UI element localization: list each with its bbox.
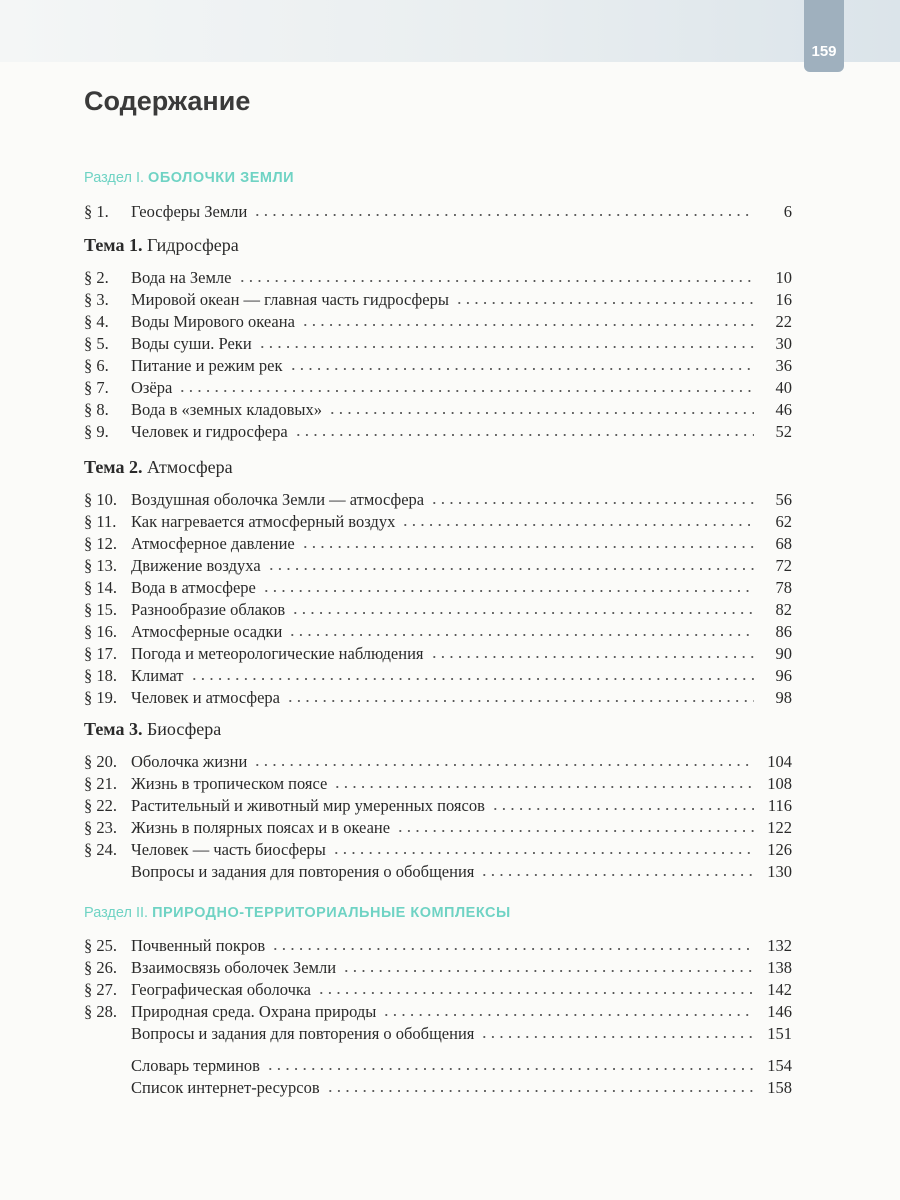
entry-number: § 10. [84, 490, 117, 509]
entry-title: Вопросы и задания для повторения о обобщения [131, 1024, 475, 1043]
toc-entry[interactable] [84, 1023, 792, 1044]
entry-page: 78 [775, 578, 792, 597]
theme-heading [84, 457, 233, 478]
toc-entry[interactable] [84, 421, 792, 442]
entry-page: 68 [775, 534, 792, 553]
entry-title: Словарь терминов [131, 1056, 260, 1075]
entry-number: § 25. [84, 936, 117, 955]
toc-entry[interactable] [84, 533, 792, 554]
entry-page: 10 [775, 268, 792, 287]
entry-number: § 18. [84, 666, 117, 685]
dot-leader [328, 411, 754, 415]
toc-entry[interactable] [84, 577, 792, 598]
entry-page: 90 [775, 644, 792, 663]
entry-page: 98 [775, 688, 792, 707]
toc-entry[interactable] [84, 817, 792, 838]
entry-title: Географическая оболочка [131, 980, 312, 999]
toc-entry[interactable] [84, 511, 792, 532]
entry-title: Движение воздуха [131, 556, 261, 575]
dot-leader [301, 323, 754, 327]
toc-entry[interactable] [84, 201, 792, 222]
entry-number: § 8. [84, 400, 109, 419]
dot-leader [294, 433, 754, 437]
entry-page: 40 [775, 378, 792, 397]
entry-page: 116 [767, 796, 792, 815]
entry-number: § 17. [84, 644, 117, 663]
entry-title: Почвенный покров [131, 936, 266, 955]
page-number-tab [804, 0, 844, 72]
section-prefix: Раздел II. [84, 905, 153, 921]
entry-number: § 3. [84, 290, 109, 309]
toc-entry[interactable] [84, 599, 792, 620]
toc-entry[interactable] [84, 489, 792, 510]
dot-leader [262, 589, 754, 593]
entry-page: 36 [775, 356, 792, 375]
dot-leader [332, 851, 754, 855]
entry-page: 154 [767, 1056, 792, 1075]
entry-number: § 4. [84, 312, 109, 331]
dot-leader [430, 501, 754, 505]
theme-prefix: Тема 3. [84, 719, 147, 739]
section-heading [84, 905, 511, 921]
dot-leader [333, 785, 754, 789]
toc-entry[interactable] [84, 311, 792, 332]
section-prefix: Раздел I. [84, 170, 149, 186]
toc-entry[interactable] [84, 333, 792, 354]
entry-title: Питание и режим рек [131, 356, 283, 375]
entry-number: § 27. [84, 980, 117, 999]
entry-page: 96 [775, 666, 792, 685]
entry-title: Воды суши. Реки [131, 334, 252, 353]
entry-title: Оболочка жизни [131, 752, 248, 771]
entry-number: § 7. [84, 378, 109, 397]
toc-entry[interactable] [84, 1055, 792, 1076]
entry-number: § 22. [84, 796, 117, 815]
entry-page: 16 [775, 290, 792, 309]
entry-title: Атмосферные осадки [131, 622, 283, 641]
entry-number: § 6. [84, 356, 109, 375]
dot-leader [396, 829, 754, 833]
dot-leader [288, 633, 754, 637]
theme-name: Атмосфера [146, 457, 233, 477]
toc-entry[interactable] [84, 1001, 792, 1022]
entry-title: Разнообразие облаков [131, 600, 286, 619]
dot-leader [258, 345, 754, 349]
toc-entry[interactable] [84, 861, 792, 882]
entry-page: 6 [783, 202, 792, 221]
entry-title: Список интернет-ресурсов [131, 1078, 320, 1097]
dot-leader [178, 389, 754, 393]
entry-page: 72 [775, 556, 792, 575]
dot-leader [291, 611, 754, 615]
theme-prefix: Тема 2. [84, 457, 147, 477]
entry-title: Человек и гидросфера [131, 422, 288, 441]
entry-title: Атмосферное давление [131, 534, 295, 553]
entry-page: 138 [767, 958, 792, 977]
entry-number: § 21. [84, 774, 117, 793]
entry-page: 104 [767, 752, 792, 771]
entry-number: § 11. [84, 512, 117, 531]
section-name: ПРИРОДНО-ТЕРРИТОРИАЛЬНЫЕ КОМПЛЕКСЫ [152, 905, 511, 921]
entry-page: 158 [767, 1078, 792, 1097]
page-title: Содержание [84, 86, 251, 116]
dot-leader [455, 301, 754, 305]
entry-page: 30 [775, 334, 792, 353]
toc-entry[interactable] [84, 935, 792, 956]
dot-leader [491, 807, 754, 811]
entry-title: Взаимосвязь оболочек Земли [131, 958, 337, 977]
entry-title: Жизнь в полярных поясах и в океане [131, 818, 391, 837]
dot-leader [286, 699, 754, 703]
entry-page: 56 [775, 490, 792, 509]
toc-entry[interactable] [84, 665, 792, 686]
dot-leader [382, 1013, 754, 1017]
theme-heading [84, 235, 239, 256]
dot-leader [401, 523, 754, 527]
entry-page: 22 [775, 312, 792, 331]
entry-number: § 2. [84, 268, 109, 287]
entry-number: § 28. [84, 1002, 117, 1021]
entry-page: 132 [767, 936, 792, 955]
entry-title: Природная среда. Охрана природы [131, 1002, 377, 1021]
entry-page: 122 [767, 818, 792, 837]
entry-page: 142 [767, 980, 792, 999]
entry-title: Климат [131, 666, 184, 685]
entry-title: Человек — часть биосферы [131, 840, 326, 859]
entry-page: 52 [775, 422, 792, 441]
entry-title: Вода в атмосфере [131, 578, 256, 597]
top-band [0, 0, 900, 62]
entry-page: 82 [775, 600, 792, 619]
entry-page: 108 [767, 774, 792, 793]
toc-entry[interactable] [84, 773, 792, 794]
entry-number: § 19. [84, 688, 117, 707]
dot-leader [430, 655, 755, 659]
entry-number: § 9. [84, 422, 109, 441]
entry-title: Геосферы Земли [131, 202, 248, 221]
entry-title: Мировой океан — главная часть гидросферы [131, 290, 449, 309]
section-name: ОБОЛОЧКИ ЗЕМЛИ [148, 170, 295, 186]
entry-number: § 23. [84, 818, 117, 837]
toc-entry[interactable] [84, 399, 792, 420]
toc-entry[interactable] [84, 355, 792, 376]
entry-title: Вода на Земле [131, 268, 232, 287]
dot-leader [267, 567, 754, 571]
entry-title: Воздушная оболочка Земли — атмосфера [131, 490, 425, 509]
toc-entry[interactable] [84, 979, 792, 1000]
dot-leader [253, 763, 754, 767]
dot-leader [342, 969, 754, 973]
toc-entry[interactable] [84, 621, 792, 642]
dot-leader [253, 213, 754, 217]
dot-leader [480, 873, 754, 877]
toc-entry[interactable] [84, 555, 792, 576]
entry-number: § 14. [84, 578, 117, 597]
toc-entry[interactable] [84, 839, 792, 860]
toc-entry[interactable] [84, 377, 792, 398]
entry-number: § 16. [84, 622, 117, 641]
dot-leader [317, 991, 754, 995]
entry-title: Вода в «земных кладовых» [131, 400, 322, 419]
entry-page: 151 [767, 1024, 792, 1043]
toc-entry[interactable] [84, 289, 792, 310]
dot-leader [266, 1067, 754, 1071]
entry-page: 62 [775, 512, 792, 531]
entry-number: § 24. [84, 840, 117, 859]
entry-title: Как нагревается атмосферный воздух [131, 512, 396, 531]
dot-leader [301, 545, 754, 549]
entry-page: 126 [767, 840, 792, 859]
entry-number: § 20. [84, 752, 117, 771]
entry-page: 146 [767, 1002, 792, 1021]
dot-leader [480, 1035, 754, 1039]
dot-leader [326, 1089, 754, 1093]
toc-entry[interactable] [84, 751, 792, 772]
entry-title: Вопросы и задания для повторения о обобщения [131, 862, 475, 881]
entry-number: § 13. [84, 556, 117, 575]
toc-entry[interactable] [84, 957, 792, 978]
entry-page: 86 [775, 622, 792, 641]
toc-entry[interactable] [84, 1077, 792, 1098]
dot-leader [238, 279, 755, 283]
entry-number: § 15. [84, 600, 117, 619]
toc-entry[interactable] [84, 267, 792, 288]
section-heading [84, 170, 294, 186]
entry-title: Растительный и животный мир умеренных поясов [131, 796, 485, 815]
entry-number: § 5. [84, 334, 109, 353]
dot-leader [271, 947, 754, 951]
theme-heading [84, 719, 221, 740]
entry-title: Воды Мирового океана [131, 312, 295, 331]
entry-title: Жизнь в тропическом поясе [131, 774, 328, 793]
entry-page: 46 [775, 400, 792, 419]
theme-name: Биосфера [146, 719, 222, 739]
theme-name: Гидросфера [146, 235, 239, 255]
entry-title: Погода и метеорологические наблюдения [131, 644, 424, 663]
dot-leader [289, 367, 754, 371]
entry-title: Озёра [131, 378, 173, 397]
entry-number: § 12. [84, 534, 117, 553]
entry-number: § 26. [84, 958, 117, 977]
entry-title: Человек и атмосфера [131, 688, 280, 707]
toc-entry[interactable] [84, 643, 792, 664]
theme-prefix: Тема 1. [84, 235, 147, 255]
toc-entry[interactable] [84, 687, 792, 708]
page-number: 159 [811, 43, 837, 60]
toc-entry[interactable] [84, 795, 792, 816]
entry-number: § 1. [84, 202, 109, 221]
entry-page: 130 [767, 862, 792, 881]
dot-leader [190, 677, 754, 681]
